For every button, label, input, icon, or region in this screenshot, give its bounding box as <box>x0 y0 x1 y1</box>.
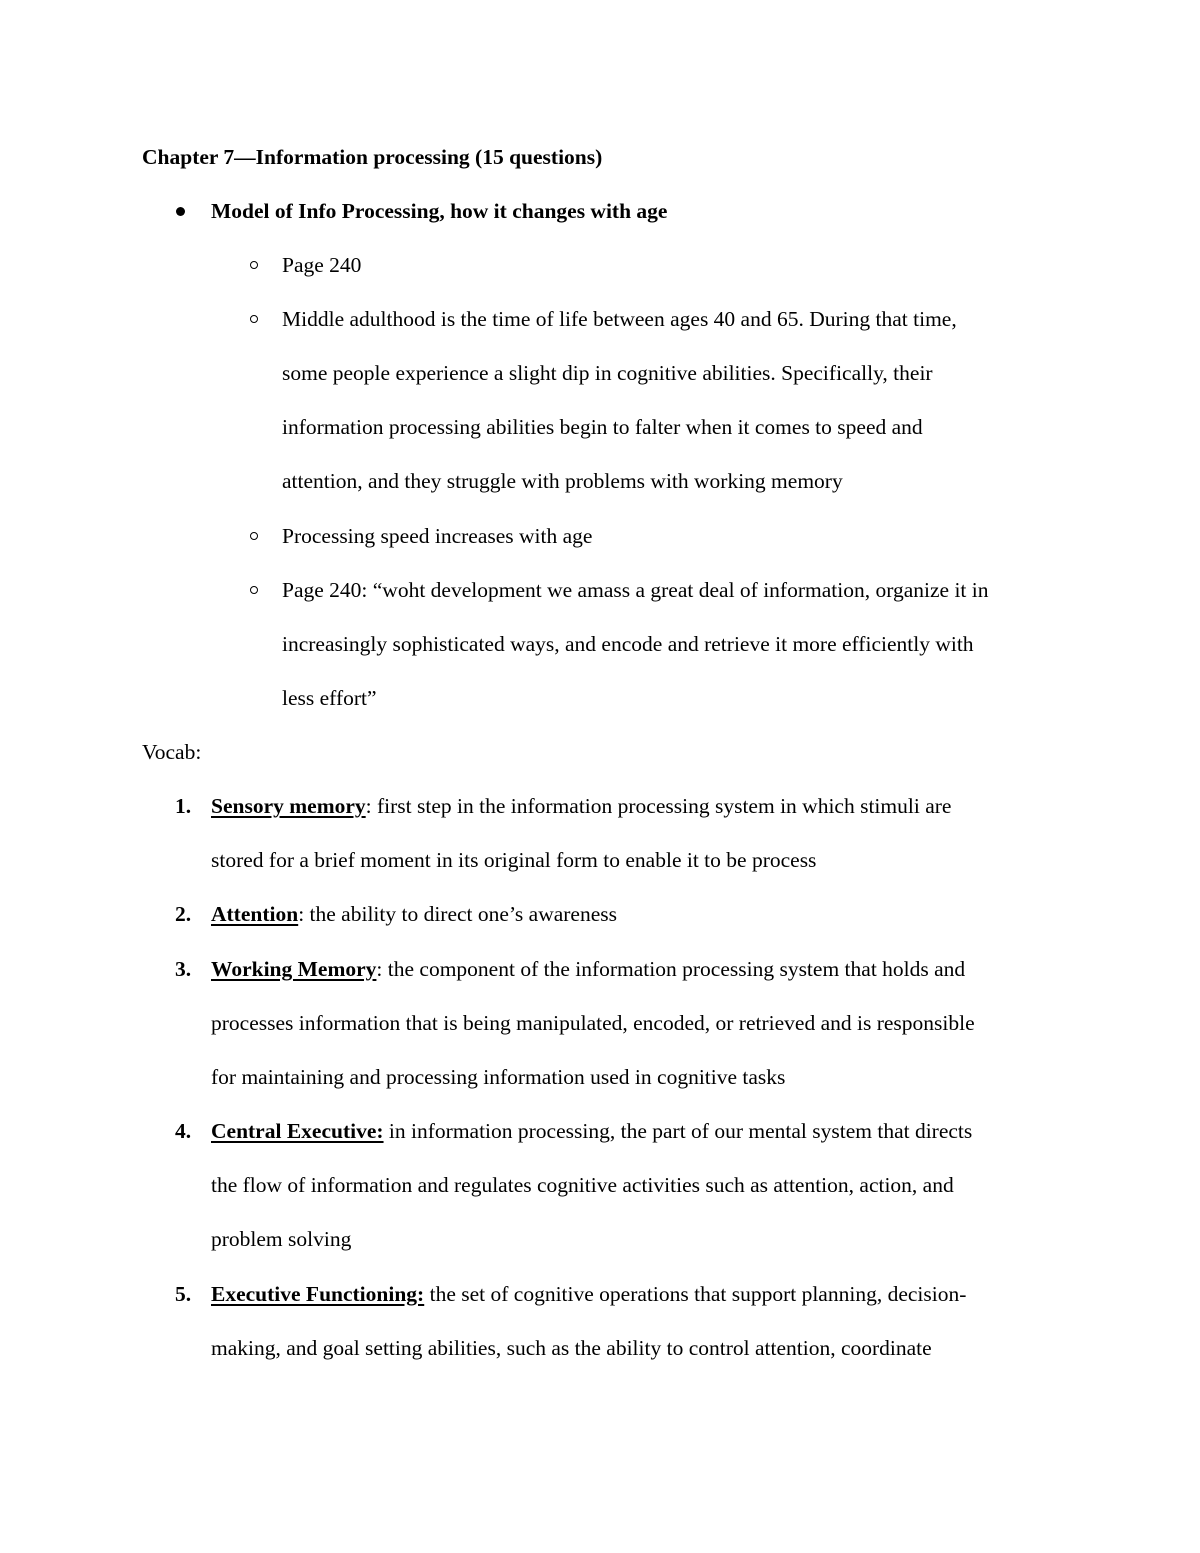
sub-point-line: information processing abilities begin to falter when it comes to speed and <box>282 415 923 439</box>
vocab-definition: : the component of the information processing system that holds and <box>376 957 966 981</box>
vocab-term: Executive Functioning: <box>211 1282 425 1306</box>
vocab-number: 1. <box>175 794 192 818</box>
sub-point-line: attention, and they struggle with problems with working memory <box>282 469 843 493</box>
vocab-definition-line: problem solving <box>211 1227 352 1251</box>
sub-point-line: less effort” <box>282 686 377 710</box>
sub-point-line: some people experience a slight dip in cognitive abilities. Specifically, their <box>282 361 933 385</box>
bullet-circle-icon <box>250 315 258 323</box>
vocab-definition-line: for maintaining and processing information used in cognitive tasks <box>211 1065 786 1089</box>
bullet-circle-icon <box>250 261 258 269</box>
vocab-term: Working Memory <box>211 957 377 981</box>
vocab-definition-line: making, and goal setting abilities, such as the ability to control attention, coordinate <box>211 1336 932 1360</box>
vocab-number: 5. <box>175 1282 192 1306</box>
bullet-circle-icon <box>250 532 258 540</box>
sub-point-line: Page 240: “woht development we amass a great deal of information, organize it in <box>282 578 989 602</box>
vocab-definition-line: the flow of information and regulates cognitive activities such as attention, action, and <box>211 1173 954 1197</box>
vocab-item <box>211 901 617 927</box>
vocab-definition: the set of cognitive operations that support planning, decision- <box>424 1282 967 1306</box>
vocab-item <box>211 1281 966 1307</box>
bullet-circle-icon <box>250 586 258 594</box>
vocab-item <box>211 1118 972 1144</box>
chapter-heading: Chapter 7—Information processing (15 questions) <box>142 145 603 169</box>
vocab-number: 4. <box>175 1119 192 1143</box>
sub-point-line: Page 240 <box>282 253 362 277</box>
bullet-dot-icon <box>176 207 185 216</box>
vocab-definition: : the ability to direct one’s awareness <box>298 902 618 926</box>
vocab-term: Attention <box>211 902 299 926</box>
vocab-item <box>211 793 951 819</box>
sub-point-line: Middle adulthood is the time of life between ages 40 and 65. During that time, <box>282 307 957 331</box>
vocab-number: 2. <box>175 902 192 926</box>
vocab-definition-line: processes information that is being manipulated, encoded, or retrieved and is responsible <box>211 1011 975 1035</box>
topic-title: Model of Info Processing, how it changes with age <box>211 199 668 223</box>
vocab-term: Sensory memory <box>211 794 366 818</box>
vocab-term: Central Executive: <box>211 1119 384 1143</box>
sub-point-line: increasingly sophisticated ways, and encode and retrieve it more efficiently with <box>282 632 974 656</box>
sub-point-line: Processing speed increases with age <box>282 524 593 548</box>
vocab-number: 3. <box>175 957 192 981</box>
vocab-label: Vocab: <box>142 740 202 764</box>
vocab-item <box>211 956 965 982</box>
vocab-definition: : first step in the information processing system in which stimuli are <box>365 794 952 818</box>
vocab-definition-line: stored for a brief moment in its original form to enable it to be process <box>211 848 817 872</box>
vocab-definition: in information processing, the part of our mental system that directs <box>383 1119 973 1143</box>
